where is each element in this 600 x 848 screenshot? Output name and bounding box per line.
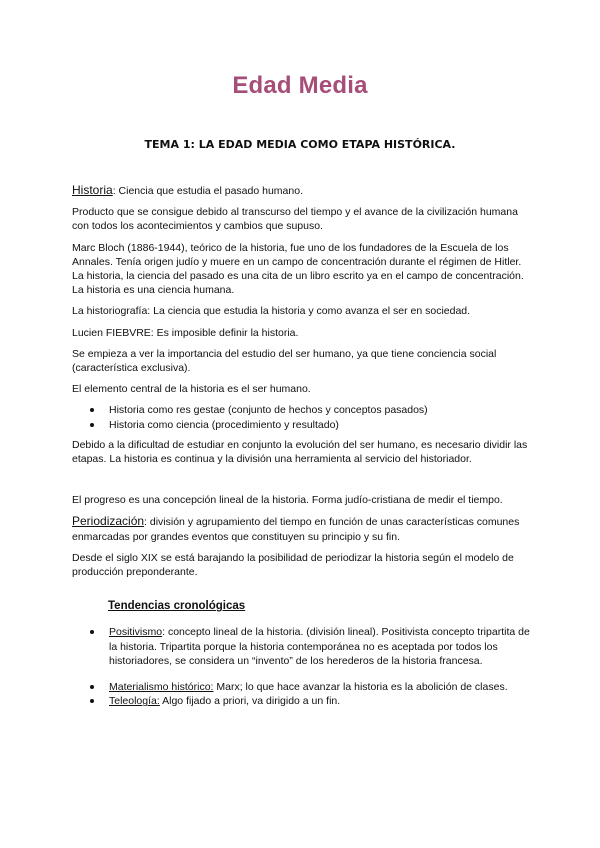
list-item-teleologia [109, 694, 534, 708]
paragraph-dificultad: Debido a la dificultad de estudiar en conjunto la evolución del ser humano, es necesario dividir las etapas. La historia es continua y la división una herramienta al servicio del historiador. [72, 438, 528, 466]
historia-definition [72, 183, 534, 198]
periodizacion-term: Periodización [72, 514, 145, 529]
paragraph-historiografia: La historiografía: La ciencia que estudia la historia y como avanza el ser en sociedad. [72, 305, 471, 318]
list-item: Historia como res gestae (conjunto de hechos y conceptos pasados) [109, 403, 534, 417]
paragraph-elemento: El elemento central de la historia es el ser humano. [72, 383, 311, 396]
periodizacion-definition [72, 514, 534, 543]
historia-definition-text: : Ciencia que estudia el pasado humano. [112, 185, 303, 197]
paragraph-febvre: Lucien FIEBVRE: Es imposible definir la historia. [72, 326, 299, 339]
paragraph-siglo: Desde el siglo XIX se está barajando la posibilidad de periodizar la historia según el modelo de producción preponderante. [72, 551, 514, 579]
list-item: Historia como ciencia (procedimiento y resultado) [109, 418, 534, 432]
text-teleologia: Algo fijado a priori, va dirigido a un fin. [159, 695, 341, 708]
page-title: Edad Media [232, 72, 368, 99]
tendencias-list [72, 625, 534, 708]
periodizacion-definition-text: : división y agrupamiento del tiempo en función de unas características comunes enmarcadas por grandes eventos que constituyen su principio y su fin. [72, 516, 520, 543]
paragraph-importancia: Se empieza a ver la importancia del estudio del ser humano, ya que tiene conciencia social (característica exclusiva). [72, 347, 497, 375]
paragraph-bloch: Marc Bloch (1886-1944), teórico de la historia, fue uno de los fundadores de la Escuela de los Annales. Tenía origen judío y muere en un campo de concentración durante el régimen de Hitler. La historia, la ciencia del pasado es una cita de un libro escrito ya en el campo de concentración. La historia es una ciencia humana. [72, 241, 524, 297]
historia-bullet-list [72, 403, 534, 431]
term-materialismo: Materialismo histórico: [109, 681, 214, 694]
section-title-tendencias: Tendencias cronológicas [108, 600, 246, 613]
paragraph-progreso: El progreso es una concepción lineal de la historia. Forma judío-cristiana de medir el tiempo. [72, 494, 503, 507]
document-body [72, 183, 534, 714]
paragraph-producto: Producto que se consigue debido al transcurso del tiempo y el avance de la civilización humana con todos los acontecimientos y cambios que supuso. [72, 206, 518, 233]
historia-term: Historia [72, 183, 113, 197]
term-positivismo: Positivismo [109, 626, 163, 639]
term-teleologia: Teleología: [109, 695, 160, 708]
list-item-positivismo [109, 625, 534, 668]
list-item-materialismo [109, 680, 534, 694]
text-positivismo: : concepto lineal de la historia. (división lineal). Positivista concepto tripartita de la historia. Tripartita porque la historia contemporánea no es aceptada por todos los historiadores, se considera un “invento” de los herederos de la historia francesa. [109, 626, 530, 667]
topic-heading: TEMA 1: LA EDAD MEDIA COMO ETAPA HISTÓRICA. [144, 138, 456, 151]
blank-line [72, 473, 534, 493]
text-materialismo: Marx; lo que hace avanzar la historia es la abolición de clases. [213, 681, 508, 694]
